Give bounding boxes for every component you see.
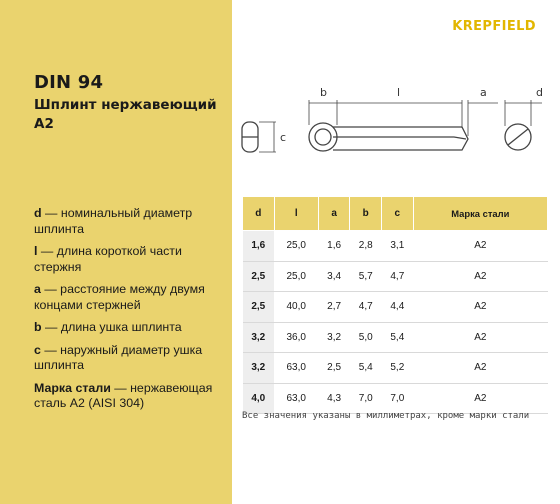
legend-key: Марка стали [34, 380, 111, 395]
label-a: a [480, 86, 487, 99]
legend-item-l [34, 244, 230, 275]
cell-d: 4,0 [243, 383, 275, 414]
header-a: a [318, 197, 350, 231]
cell-b: 7,0 [350, 383, 382, 414]
legend-text: — длина короткой части стержня [34, 244, 182, 274]
pin-main-view [309, 123, 468, 151]
units-footnote: Все значения указаны в миллиметрах, кроме марки стали [242, 411, 530, 421]
label-c: c [280, 131, 287, 144]
page-subtitle: Шплинт нержавеющий А2 [34, 97, 217, 132]
pin-cross-section [505, 124, 531, 150]
cell-a: 3,4 [318, 261, 350, 292]
label-b: b [320, 86, 327, 99]
legend-text: — нержавеющая сталь А2 (AISI 304) [34, 380, 213, 410]
header-l: l [274, 197, 318, 231]
legend-item-b [34, 320, 230, 336]
legend-key: a [34, 282, 41, 296]
cell-l: 40,0 [274, 292, 318, 323]
table-row [243, 231, 548, 262]
legend-text: — расстояние между двумя концами стержней [34, 282, 205, 312]
legend-key: l [34, 244, 38, 258]
cell-b: 5,4 [350, 353, 382, 384]
label-l: l [397, 86, 401, 99]
table-row [243, 383, 548, 414]
legend-key: b [34, 320, 42, 334]
cell-c: 3,1 [382, 231, 414, 262]
label-d: d [536, 86, 543, 99]
legend-text: — длина ушка шплинта [41, 320, 182, 334]
table-row [243, 292, 548, 323]
legend-key: c [34, 342, 41, 357]
cell-a: 2,5 [318, 353, 350, 384]
table-row [243, 261, 548, 292]
cell-steel-grade: А2 [413, 231, 547, 262]
cell-c: 5,2 [382, 353, 414, 384]
legend-text: — наружный диаметр ушка шплинта [34, 342, 203, 372]
table-header-row [243, 197, 548, 231]
legend-item-d [34, 206, 230, 237]
cell-d: 3,2 [243, 353, 275, 384]
cell-b: 5,7 [350, 261, 382, 292]
cell-steel-grade: А2 [413, 353, 547, 384]
cell-c: 7,0 [382, 383, 414, 414]
cell-a: 4,3 [318, 383, 350, 414]
cell-d: 3,2 [243, 322, 275, 353]
page-title: DIN 94 [34, 72, 104, 93]
cell-d: 1,6 [243, 231, 275, 262]
table-row [243, 353, 548, 384]
legend-text: — номинальный диаметр шплинта [34, 206, 193, 236]
legend-item-a [34, 282, 230, 313]
cell-a: 2,7 [318, 292, 350, 323]
table-row [243, 322, 548, 353]
cell-l: 63,0 [274, 353, 318, 384]
pin-side-view [242, 122, 258, 152]
cell-steel-grade: А2 [413, 292, 547, 323]
cell-b: 5,0 [350, 322, 382, 353]
cell-steel-grade: А2 [413, 322, 547, 353]
legend-item-c [34, 343, 230, 374]
cell-l: 25,0 [274, 261, 318, 292]
cell-a: 3,2 [318, 322, 350, 353]
cell-l: 36,0 [274, 322, 318, 353]
cell-steel-grade: А2 [413, 383, 547, 414]
cell-d: 2,5 [243, 261, 275, 292]
legend-item-steel-grade [34, 381, 230, 412]
cell-b: 2,8 [350, 231, 382, 262]
dimensions-table [242, 196, 548, 414]
cell-c: 4,7 [382, 261, 414, 292]
cell-c: 5,4 [382, 322, 414, 353]
dimension-c [259, 122, 276, 152]
cell-b: 4,7 [350, 292, 382, 323]
header-steel-grade: Марка стали [413, 197, 547, 231]
cell-a: 1,6 [318, 231, 350, 262]
cell-c: 4,4 [382, 292, 414, 323]
cell-d: 2,5 [243, 292, 275, 323]
cotter-pin-drawing [232, 70, 560, 180]
brand-logo: KREPFIELD [452, 19, 536, 34]
header-c: c [382, 197, 414, 231]
cell-l: 25,0 [274, 231, 318, 262]
cell-steel-grade: А2 [413, 261, 547, 292]
header-d: d [243, 197, 275, 231]
header-b: b [350, 197, 382, 231]
legend-key: d [34, 206, 42, 220]
legend [34, 206, 230, 419]
cell-l: 63,0 [274, 383, 318, 414]
